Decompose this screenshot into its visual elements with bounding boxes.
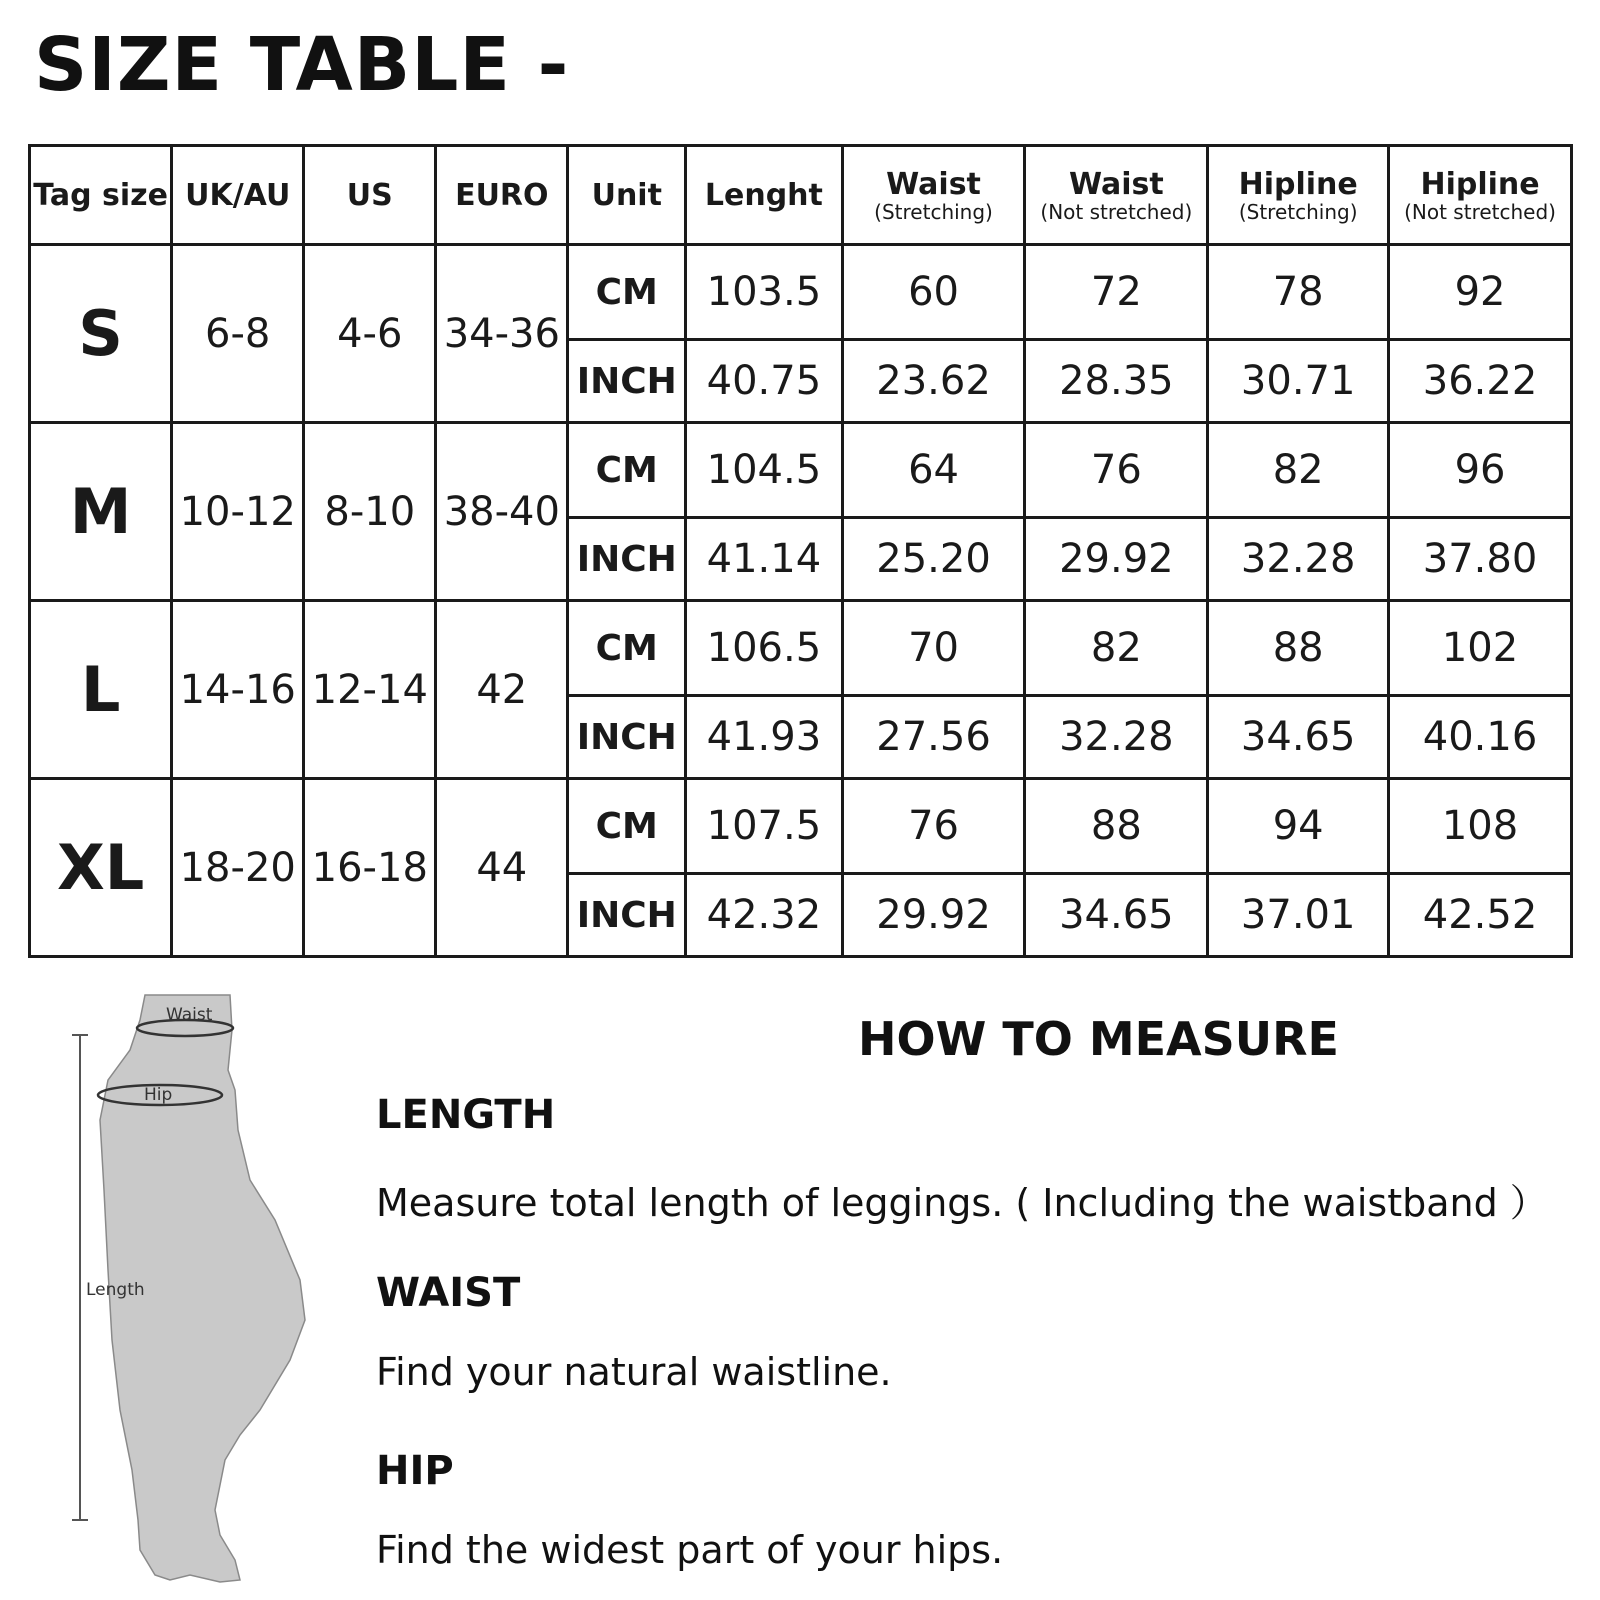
tag-size-cell: XL bbox=[30, 779, 172, 957]
value-cell: 102 bbox=[1389, 601, 1572, 696]
waist-label: Waist bbox=[166, 1005, 213, 1025]
value-cell: 103.5 bbox=[686, 245, 842, 340]
header-cell: Hipline (Stretching) bbox=[1208, 146, 1389, 245]
us-cell: 8-10 bbox=[304, 423, 436, 601]
hip-section-body: Find the widest part of your hips. bbox=[376, 1528, 1004, 1572]
euro-cell: 42 bbox=[436, 601, 568, 779]
value-cell: 108 bbox=[1389, 779, 1572, 874]
unit-cell: INCH bbox=[568, 518, 686, 601]
value-cell: 34.65 bbox=[1208, 696, 1389, 779]
value-cell: 36.22 bbox=[1389, 340, 1572, 423]
value-cell: 78 bbox=[1208, 245, 1389, 340]
tag-size-cell: L bbox=[30, 601, 172, 779]
length-section-title: LENGTH bbox=[376, 1092, 556, 1138]
value-cell: 72 bbox=[1025, 245, 1208, 340]
value-cell: 28.35 bbox=[1025, 340, 1208, 423]
value-cell: 82 bbox=[1025, 601, 1208, 696]
value-cell: 37.01 bbox=[1208, 874, 1389, 957]
table-row bbox=[30, 423, 1572, 518]
euro-cell: 38-40 bbox=[436, 423, 568, 601]
header-cell: Waist (Stretching) bbox=[842, 146, 1025, 245]
value-cell: 42.32 bbox=[686, 874, 842, 957]
value-cell: 88 bbox=[1025, 779, 1208, 874]
value-cell: 32.28 bbox=[1025, 696, 1208, 779]
tag-size-cell: M bbox=[30, 423, 172, 601]
value-cell: 76 bbox=[1025, 423, 1208, 518]
value-cell: 37.80 bbox=[1389, 518, 1572, 601]
us-cell: 12-14 bbox=[304, 601, 436, 779]
value-cell: 64 bbox=[842, 423, 1025, 518]
table-row bbox=[30, 245, 1572, 340]
value-cell: 25.20 bbox=[842, 518, 1025, 601]
value-cell: 94 bbox=[1208, 779, 1389, 874]
length-label: Length bbox=[86, 1280, 145, 1300]
ukau-cell: 6-8 bbox=[172, 245, 304, 423]
ukau-cell: 18-20 bbox=[172, 779, 304, 957]
waist-section-body: Find your natural waistline. bbox=[376, 1350, 892, 1394]
header-cell: Tag size bbox=[30, 146, 172, 245]
value-cell: 40.75 bbox=[686, 340, 842, 423]
how-to-measure-heading: HOW TO MEASURE bbox=[858, 1012, 1339, 1066]
value-cell: 30.71 bbox=[1208, 340, 1389, 423]
value-cell: 107.5 bbox=[686, 779, 842, 874]
value-cell: 92 bbox=[1389, 245, 1572, 340]
value-cell: 42.52 bbox=[1389, 874, 1572, 957]
hip-label: Hip bbox=[144, 1085, 173, 1105]
unit-cell: CM bbox=[568, 423, 686, 518]
hip-section-title: HIP bbox=[376, 1448, 454, 1494]
unit-cell: INCH bbox=[568, 696, 686, 779]
unit-cell: INCH bbox=[568, 874, 686, 957]
header-cell: Lenght bbox=[686, 146, 842, 245]
header-cell: Waist (Not stretched) bbox=[1025, 146, 1208, 245]
header-cell: EURO bbox=[436, 146, 568, 245]
length-section-body: Measure total length of leggings. ( Including the waistband ） bbox=[376, 1181, 1548, 1225]
us-cell: 16-18 bbox=[304, 779, 436, 957]
page-title: SIZE TABLE - bbox=[34, 22, 570, 108]
table-row bbox=[30, 601, 1572, 696]
unit-cell: CM bbox=[568, 601, 686, 696]
value-cell: 29.92 bbox=[1025, 518, 1208, 601]
header-cell: Hipline (Not stretched) bbox=[1389, 146, 1572, 245]
value-cell: 104.5 bbox=[686, 423, 842, 518]
value-cell: 34.65 bbox=[1025, 874, 1208, 957]
header-cell: US bbox=[304, 146, 436, 245]
measurement-figure bbox=[60, 990, 330, 1600]
value-cell: 32.28 bbox=[1208, 518, 1389, 601]
value-cell: 41.93 bbox=[686, 696, 842, 779]
value-cell: 88 bbox=[1208, 601, 1389, 696]
tag-size-cell: S bbox=[30, 245, 172, 423]
value-cell: 40.16 bbox=[1389, 696, 1572, 779]
value-cell: 106.5 bbox=[686, 601, 842, 696]
unit-cell: CM bbox=[568, 779, 686, 874]
euro-cell: 34-36 bbox=[436, 245, 568, 423]
unit-cell: INCH bbox=[568, 340, 686, 423]
value-cell: 60 bbox=[842, 245, 1025, 340]
size-table bbox=[28, 144, 1573, 958]
header-cell: UK/AU bbox=[172, 146, 304, 245]
value-cell: 41.14 bbox=[686, 518, 842, 601]
value-cell: 70 bbox=[842, 601, 1025, 696]
waist-section-title: WAIST bbox=[376, 1270, 521, 1316]
value-cell: 23.62 bbox=[842, 340, 1025, 423]
unit-cell: CM bbox=[568, 245, 686, 340]
value-cell: 29.92 bbox=[842, 874, 1025, 957]
value-cell: 76 bbox=[842, 779, 1025, 874]
table-header-row bbox=[30, 146, 1572, 245]
us-cell: 4-6 bbox=[304, 245, 436, 423]
header-cell: Unit bbox=[568, 146, 686, 245]
euro-cell: 44 bbox=[436, 779, 568, 957]
ukau-cell: 14-16 bbox=[172, 601, 304, 779]
value-cell: 96 bbox=[1389, 423, 1572, 518]
ukau-cell: 10-12 bbox=[172, 423, 304, 601]
table-row bbox=[30, 779, 1572, 874]
value-cell: 82 bbox=[1208, 423, 1389, 518]
value-cell: 27.56 bbox=[842, 696, 1025, 779]
